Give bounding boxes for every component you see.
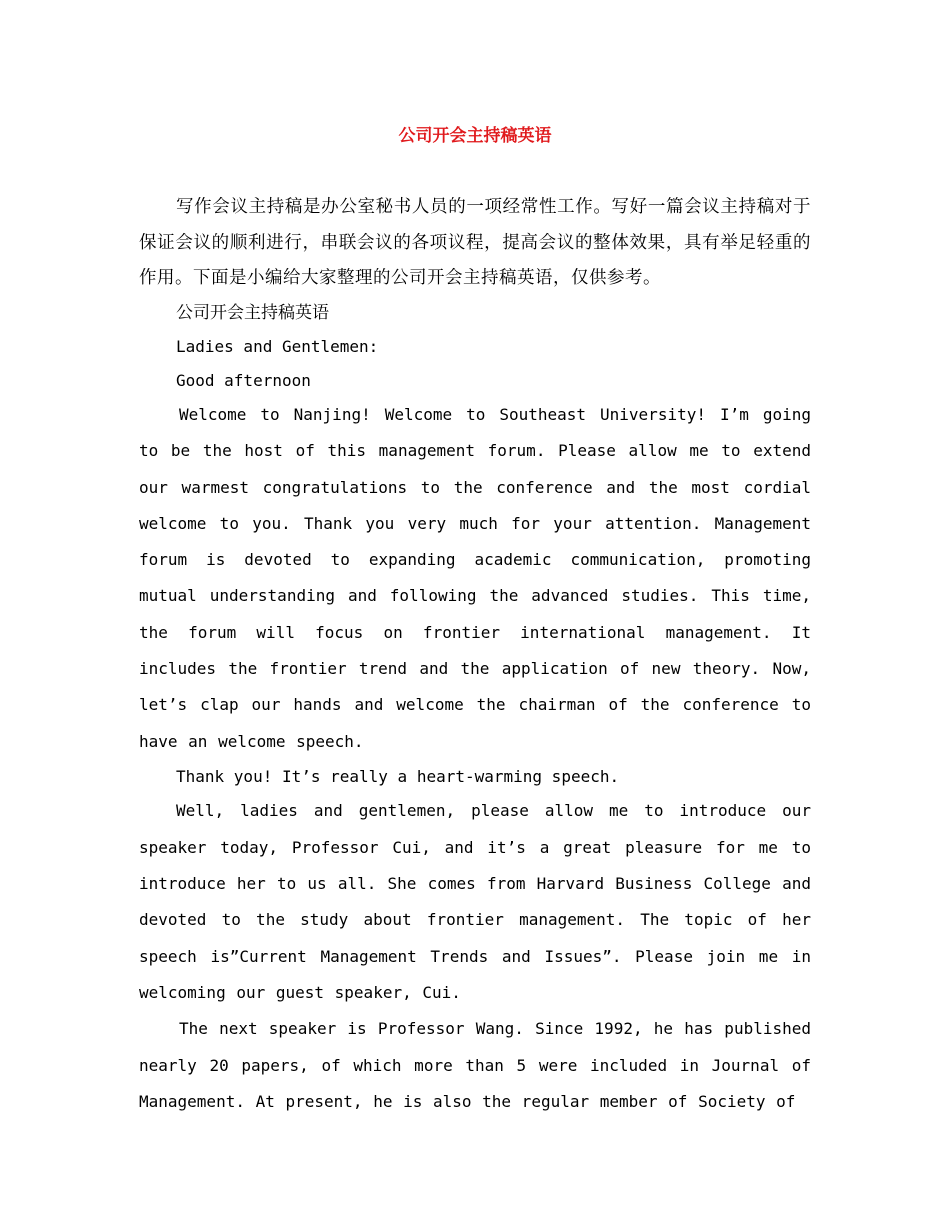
document-title: 公司开会主持稿英语 <box>398 126 552 146</box>
intro-paragraph: 写作会议主持稿是办公室秘书人员的一项经常性工作。写好一篇会议主持稿对于保证会议的顺利进行，串联会议的各项议程，提高会议的整体效果，具有举足轻重的作用。下面是小编给大家整理的公司开会主持稿英语，仅供参考。 <box>139 197 811 288</box>
welcome-paragraph: Welcome to Nanjing! Welcome to Southeast University! I’m going to be the host of this management forum. Please allow me to extend our warmest congratulations to the conference and the most cordial welcome to you. Thank you very much for your attention. Management forum is devoted to expanding academic communication, promoting mutual understanding and following the advanced studies. This time, the forum will focus on frontier international management. It includes the frontier trend and the application of new theory. Now, let’s clap our hands and welcome the chairman of the conference to have an welcome speech. <box>139 405 811 751</box>
speaker-wang-paragraph: The next speaker is Professor Wang. Since 1992, he has published nearly 20 papers, of which more than 5 were included in Journal of Management. At present, he is also the regular member of Society of <box>139 1019 811 1111</box>
document-body <box>139 190 811 1120</box>
salutation: Ladies and Gentlemen: <box>176 337 379 356</box>
greeting: Good afternoon <box>176 370 311 390</box>
thanks-paragraph: Thank you! It’s really a heart-warming speech. <box>176 766 620 786</box>
speaker-cui-paragraph: Well, ladies and gentlemen, please allow me to introduce our speaker today, Professor Cui, and it’s a great pleasure for me to introduce her to us all. She comes from Harvard Business College and devoted to the study about frontier management. The topic of her speech is”Current Management Trends and Issues”. Please join me in welcoming our guest speaker, Cui. <box>139 801 811 1002</box>
subtitle: 公司开会主持稿英语 <box>176 302 329 323</box>
